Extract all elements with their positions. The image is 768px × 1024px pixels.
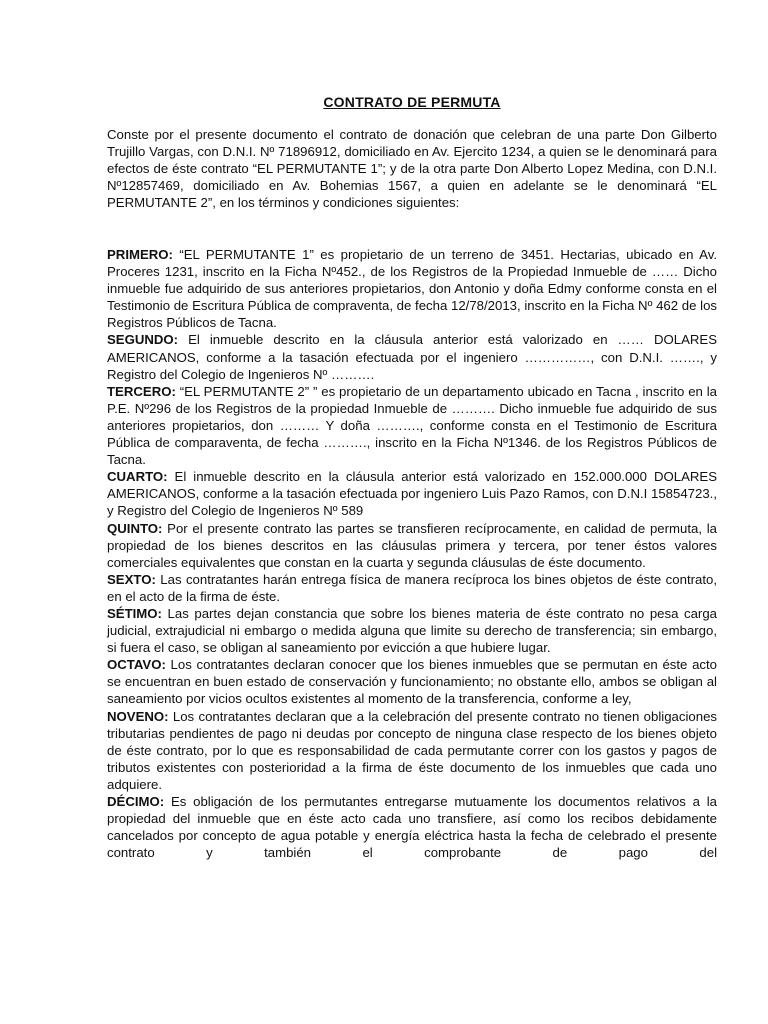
clause-text: Las contratantes harán entrega física de manera recíproca los bines objetos de éste contrato, en el acto de la firma de éste. (107, 571, 717, 604)
clause-text: El inmueble descrito en la cláusula anterior está valorizado en …… DOLARES AMERICANOS, conforme a la tasación efectuada por el ingeniero ……………, con D.N.I. ……., y Registro del Colegio de Ingenieros Nº ………. (107, 332, 717, 382)
clause-text: Por el presente contrato las partes se transfieren recíprocamente, en calidad de permuta, la propiedad de los bienes descritos en las cláusulas primera y tercera, por tener éstos valores comerciales equivalentes que constan en la cuarta y segunda cláusulas de éste documento. (107, 520, 717, 570)
clause-segundo (107, 331, 717, 382)
clause-octavo (107, 656, 717, 707)
clause-text: El inmueble descrito en la cláusula anterior está valorizado en 152.000.000 DOLARES AMERICANOS, conforme a la tasación efectuada por ingeniero Luis Pazo Ramos, con D.N.I 15854723., y Registro del Colegio de Ingenieros Nº 589 (107, 469, 717, 519)
clause-primero (107, 246, 717, 331)
clause-text: Los contratantes declaran que a la celebración del presente contrato no tienen obligaciones tributarias pendientes de pago ni deudas por concepto de ninguna clase respecto de los bienes objeto de éste contrato, por lo que es responsabilidad de cada permutante correr con los gastos y pagos de tributos existentes con posterioridad a la firma de éste documento de los inmuebles que cada uno adquiere. (107, 708, 717, 792)
clause-heading: TERCERO: (107, 383, 176, 399)
clause-heading: OCTAVO: (107, 657, 166, 673)
clause-heading: DÉCIMO: (107, 794, 165, 809)
clause-heading: SEGUNDO: (107, 332, 179, 348)
intro-paragraph: Conste por el presente documento el contrato de donación que celebran de una parte Don Gilberto Trujillo Vargas, con D.N.I. Nº 71896912, domiciliado en Av. Ejercito 1234, a quien se le denominará para efectos de éste contrato “EL PERMUTANTE 1”; y de la otra parte Don Alberto Lopez Medina, con D.N.I. Nº12857469, domiciliado en Av. Bohemias 1567, a quien en adelante se le denominará “EL PERMUTANTE 2”, en los términos y condiciones siguientes: (107, 127, 717, 211)
clause-heading: QUINTO: (107, 520, 163, 536)
clause-heading: SÉTIMO: (107, 605, 162, 621)
clause-text: “EL PERMUTANTE 1” es propietario de un terreno de 3451. Hectarias, ubicado en Av. Proceres 1231, inscrito en la Ficha Nº452., de los Registros de la Propiedad Inmueble de …… Dicho inmueble fue adquirido de sus anteriores propietarios, don Antonio y doña Edmy conforme consta en el Testimonio de Escritura Pública de compraventa, de fecha 12/78/2013, inscrito en la Ficha Nº 462 de los Registros Públicos de Tacna. (107, 247, 717, 331)
clause-heading: PRIMERO: (107, 247, 173, 262)
document-title: CONTRATO DE PERMUTA (323, 94, 501, 110)
clause-decimo (107, 793, 717, 861)
clause-noveno (107, 708, 717, 793)
clause-quinto (107, 520, 717, 571)
clause-text: Es obligación de los permutantes entregarse mutuamente los documentos relativos a la propiedad del inmueble que en éste acto cada uno transfiere, así como los recibos debidamente cancelados por concepto de agua potable y energía eléctrica hasta la fecha de celebrado el presente contrato y también el comprobante de pago del (107, 794, 717, 861)
clauses-list (107, 246, 717, 861)
clause-tercero (107, 383, 717, 468)
clause-sexto (107, 571, 717, 605)
clause-text: Las partes dejan constancia que sobre los bienes materia de éste contrato no pesa carga judicial, extrajudicial ni embargo o medida alguna que limite su derecho de transferencia; sin embargo, si fuera el caso, se obligan al saneamiento por evicción a que hubiere lugar. (107, 605, 717, 656)
clause-heading: SEXTO: (107, 571, 156, 587)
clause-text: “EL PERMUTANTE 2” ” es propietario de un departamento ubicado en Tacna , inscrito en la P.E. Nº296 de los Registros de la propiedad Inmueble de ………. Dicho inmueble fue adquirido de sus anteriores propietarios, don ……… Y doña ………., conforme consta en el Testimonio de Escritura Pública de comparaventa, de fecha ………., inscrito en la Ficha Nº1346. de los Registros Públicos de Tacna. (107, 383, 717, 468)
clause-setimo (107, 605, 717, 656)
clause-cuarto (107, 468, 717, 519)
clause-text: Los contratantes declaran conocer que los bienes inmuebles que se permutan en éste acto se encuentran en buen estado de conservación y funcionamiento; no obstante ello, ambos se obligan al saneamiento por vicios ocultos existentes al momento de la transferencia, conforme a ley, (107, 657, 717, 707)
clause-heading: NOVENO: (107, 708, 169, 724)
clause-heading: CUARTO: (107, 469, 168, 485)
